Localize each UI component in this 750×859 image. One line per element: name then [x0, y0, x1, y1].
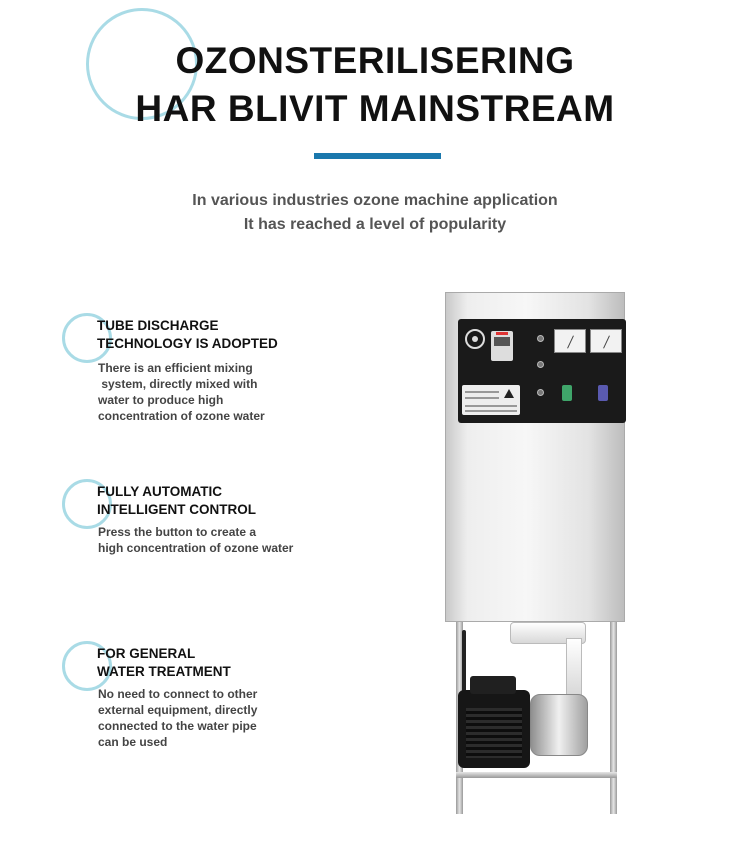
title-underline-divider	[314, 153, 441, 159]
subtitle-line1: In various industries ozone machine application	[192, 192, 558, 209]
indicator-knob-icon	[537, 335, 544, 342]
brand-logo-icon	[465, 329, 485, 349]
start-button-icon	[562, 385, 572, 401]
feature-title: FOR GENERAL WATER TREATMENT	[97, 646, 231, 679]
feature-title: FULLY AUTOMATIC INTELLIGENT CONTROL	[97, 484, 256, 517]
control-panel	[458, 319, 626, 423]
feature-description: Press the button to create a high concentration of ozone water	[98, 525, 294, 555]
pump-motor-icon	[458, 690, 530, 768]
feature-title: TUBE DISCHARGE TECHNOLOGY IS ADOPTED	[97, 318, 278, 351]
indicator-knob-icon	[537, 361, 544, 368]
page-title-line2: HAR BLIVIT MAINSTREAM	[135, 88, 615, 129]
page-title-line1: OZONSTERILISERING	[175, 40, 575, 81]
frame-crossbar	[456, 772, 617, 778]
frame-leg	[610, 622, 617, 814]
indicator-knob-icon	[537, 389, 544, 396]
feature-description: There is an efficient mixing system, directly mixed with water to produce high concentration of ozone water	[98, 361, 265, 423]
warning-label	[462, 385, 520, 415]
stop-button-icon	[598, 385, 608, 401]
ozone-generator-machine-icon	[440, 292, 630, 817]
power-cable-icon	[462, 630, 466, 692]
gauge-meter-icon	[590, 329, 622, 353]
subtitle-line2: It has reached a level of popularity	[243, 216, 507, 233]
water-pipe-icon	[566, 638, 582, 696]
timer-display-icon	[491, 331, 513, 361]
machine-cabinet	[445, 292, 625, 622]
pump-head-icon	[530, 694, 588, 756]
warning-triangle-icon	[504, 389, 514, 398]
feature-description: No need to connect to other external equipment, directly connected to the water pipe can be used	[98, 687, 258, 749]
gauge-meter-icon	[554, 329, 586, 353]
